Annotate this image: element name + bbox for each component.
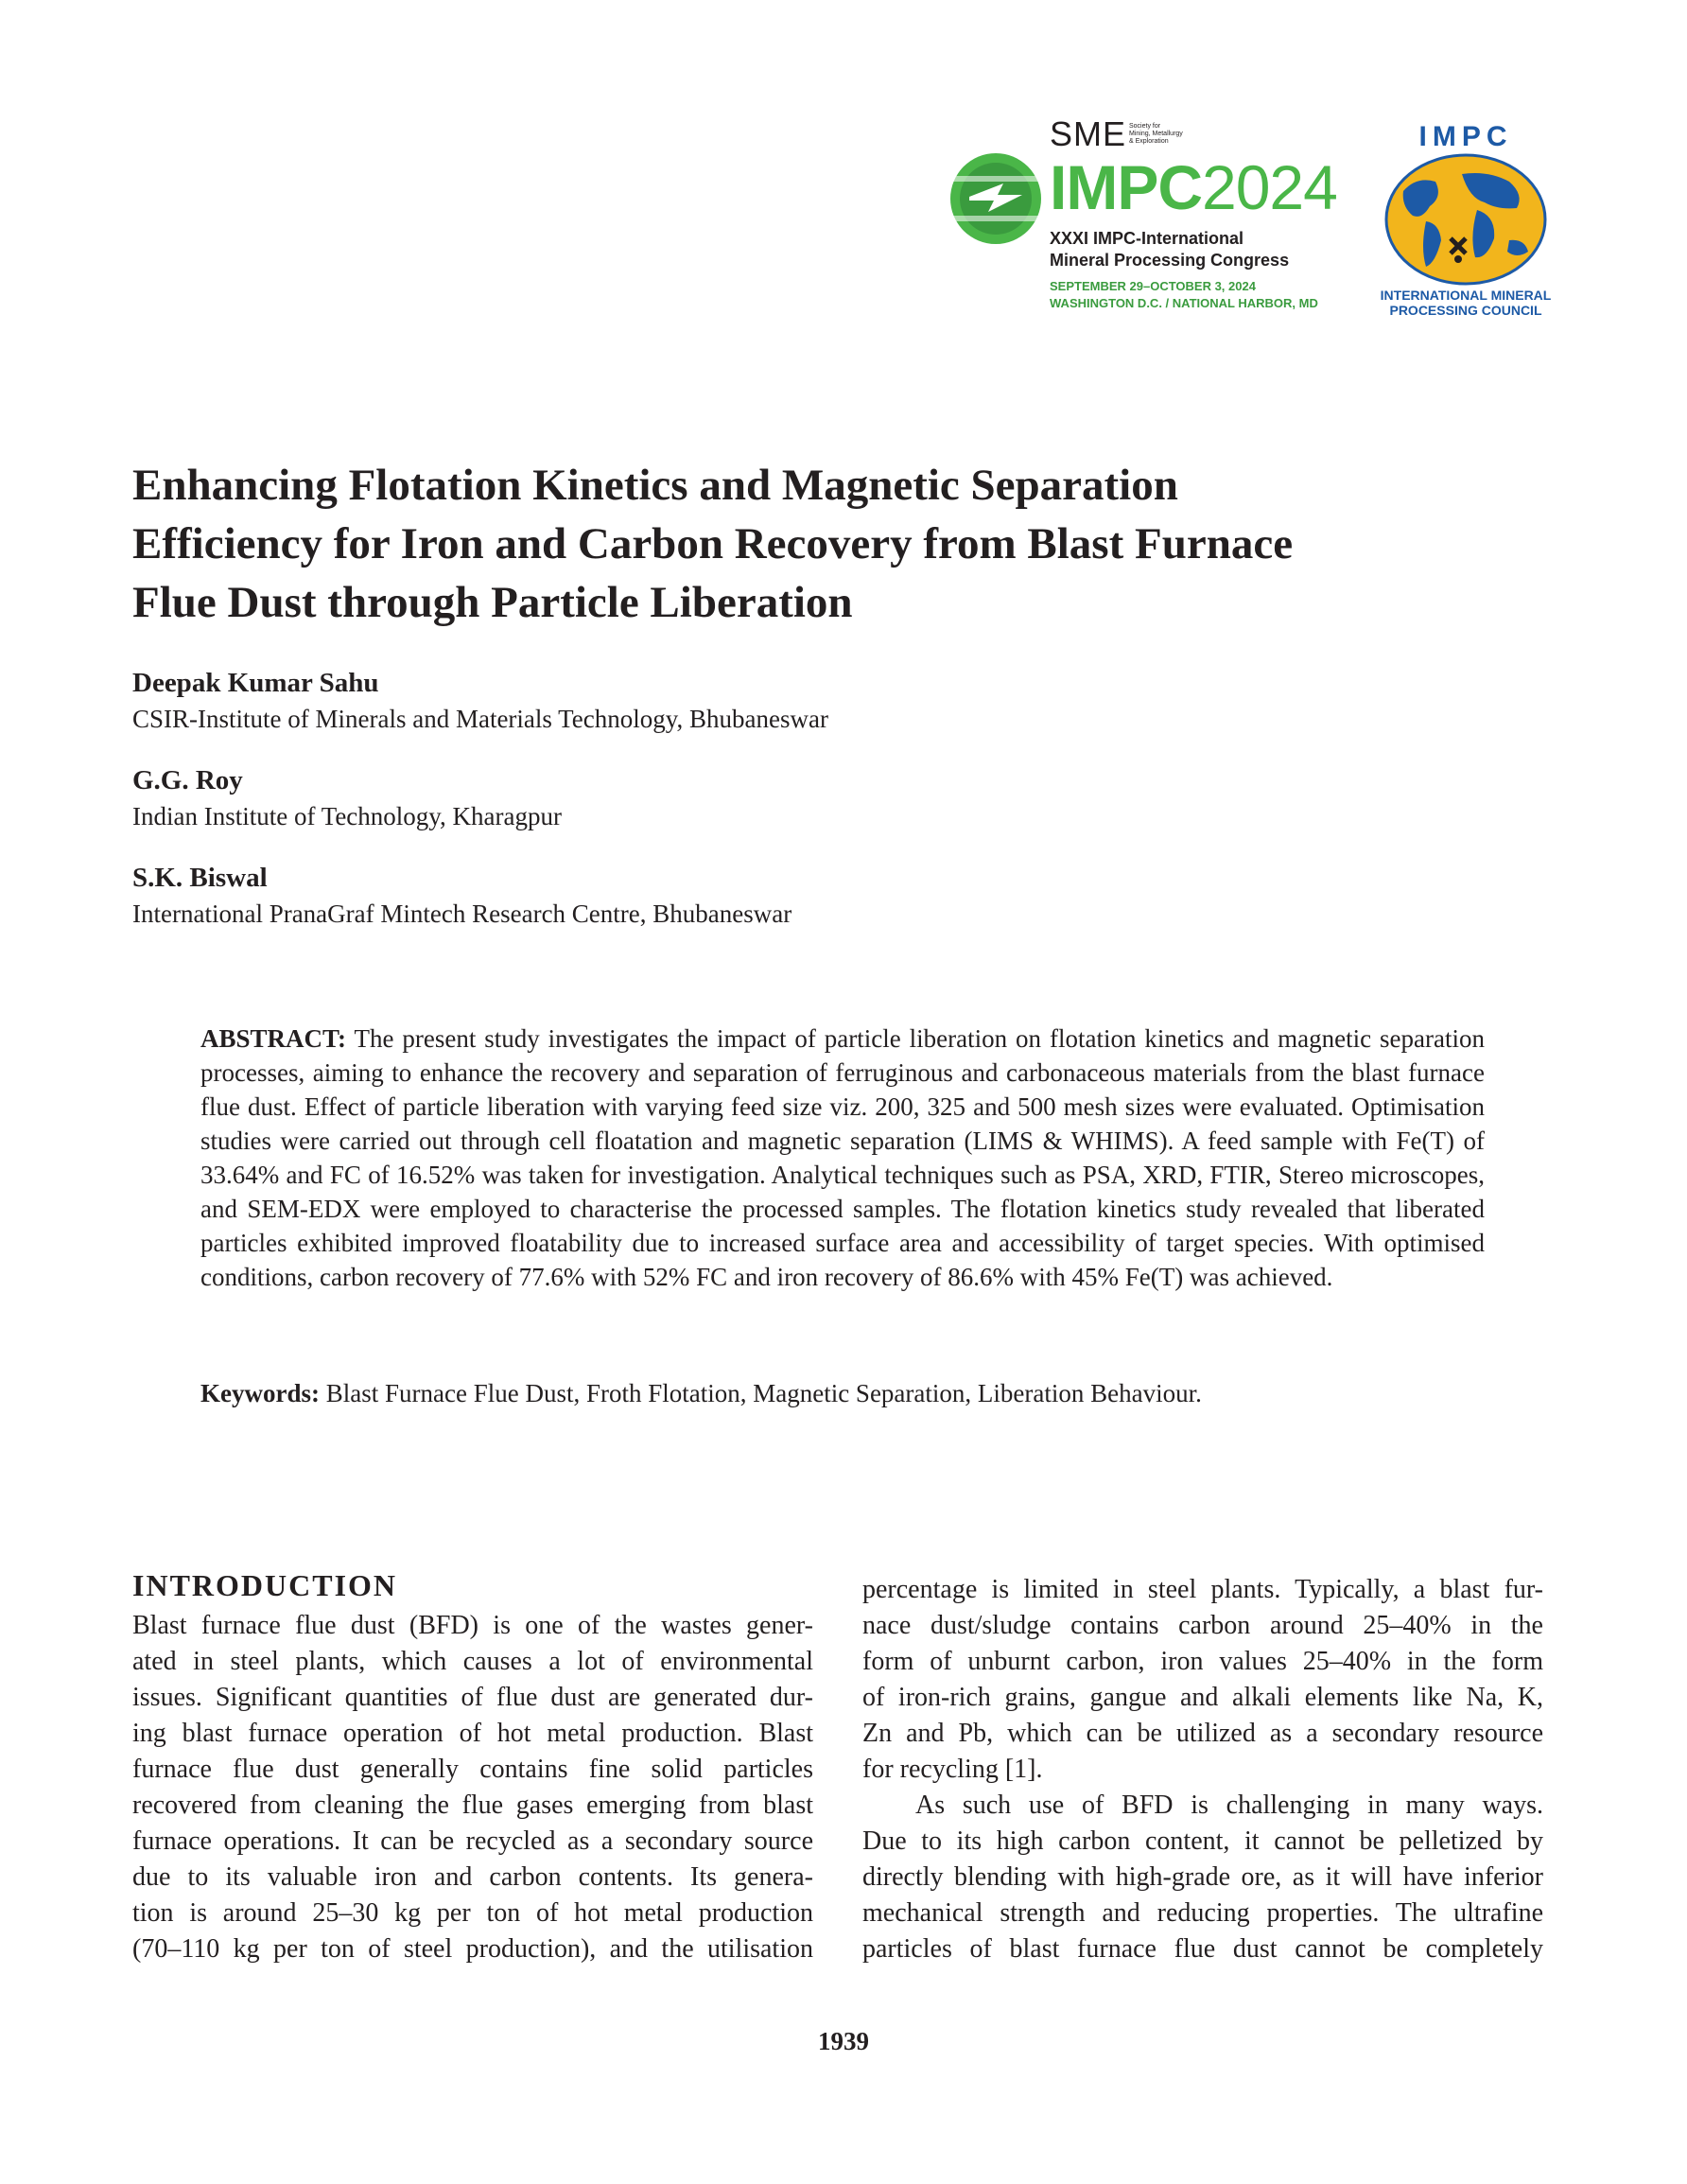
keywords (200, 1376, 1485, 1410)
sme-subtitle-line: Mining, Metallurgy (1129, 131, 1183, 137)
body-text-line: Due to its high carbon content, it cannot be pelletized by (862, 1826, 1543, 1856)
sme-subtitle-line: Society for (1129, 123, 1161, 130)
body-text-line: percentage is limited in steel plants. Typically, a blast fur- (862, 1575, 1543, 1604)
globe-icon (1384, 153, 1547, 286)
body-text-line: Blast furnace flue dust (BFD) is one of the wastes gener- (132, 1611, 813, 1640)
impc-wordmark-text: IMPC (1050, 152, 1202, 222)
body-text-line: tion is around 25–30 kg per ton of hot metal production (132, 1898, 813, 1928)
section-heading: INTRODUCTION (132, 1568, 398, 1602)
council-logo (1362, 121, 1570, 320)
congress-name-line: Mineral Processing Congress (1050, 251, 1290, 270)
body-text-line: directly blending with high-grade ore, as it will have inferior (862, 1862, 1543, 1892)
body-text-line: due to its valuable iron and carbon contents. Its genera- (132, 1862, 813, 1892)
body-text-line: issues. Significant quantities of flue dust are generated dur- (132, 1683, 813, 1712)
page-number: 1939 (818, 2027, 869, 2055)
author-name: Deepak Kumar Sahu (132, 668, 379, 698)
body-text-line: Zn and Pb, which can be utilized as a secondary resource (862, 1719, 1543, 1748)
sme-subtitle-line: & Exploration (1129, 138, 1169, 145)
paper-title (132, 456, 1381, 632)
body-text-line: of iron-rich grains, gangue and alkali elements like Na, K, (862, 1683, 1543, 1712)
sme-logo-text: SME (1050, 114, 1127, 153)
keywords-label: Keywords: (200, 1379, 320, 1407)
body-text-line: furnace operations. It can be recycled as a secondary source (132, 1826, 813, 1856)
body-text-line: for recycling [1]. (862, 1755, 1043, 1784)
body-text-line: ing blast furnace operation of hot metal production. Blast (132, 1719, 813, 1748)
author-name: G.G. Roy (132, 765, 243, 795)
congress-dates: SEPTEMBER 29–OCTOBER 3, 2024 (1050, 279, 1256, 293)
body-text-line: particles of blast furnace flue dust cannot be completely (862, 1934, 1543, 1964)
sme-subtitle (1129, 123, 1214, 146)
keywords-text: Blast Furnace Flue Dust, Froth Flotation, Magnetic Separation, Liberation Behaviour. (325, 1379, 1202, 1407)
body-column-left (132, 1608, 813, 1967)
body-text-line: As such use of BFD is challenging in many ways. (915, 1791, 1543, 1820)
body-text-line: (70–110 kg per ton of steel production), and the utilisation (132, 1934, 813, 1964)
author-affiliation: Indian Institute of Technology, Kharagpur (132, 802, 562, 830)
council-name-line: INTERNATIONAL MINERAL (1380, 288, 1552, 303)
body-text-line: mechanical strength and reducing properties. The ultrafine (862, 1898, 1543, 1928)
sme-logo (1050, 114, 1210, 153)
body-text-line: form of unburnt carbon, iron values 25–40% in the form (862, 1647, 1543, 1676)
author-name: S.K. Biswal (132, 863, 268, 893)
title-line: Efficiency for Iron and Carbon Recovery from Blast Furnace (132, 519, 1294, 568)
body-text-line: nace dust/sludge contains carbon around 25–40% in the (862, 1611, 1543, 1640)
author-affiliation: CSIR-Institute of Minerals and Materials Technology, Bhubaneswar (132, 705, 828, 733)
impc-congress-emblem-icon (948, 151, 1043, 246)
title-line: Flue Dust through Particle Liberation (132, 578, 853, 627)
impc-year-text: 2024 (1202, 152, 1337, 222)
abstract-label: ABSTRACT: (200, 1024, 347, 1053)
body-text-line: furnace flue dust generally contains fine solid particles (132, 1755, 813, 1784)
impc-2024-wordmark (1050, 153, 1337, 221)
author-affiliation: International PranaGraf Mintech Research Centre, Bhubaneswar (132, 900, 792, 928)
body-column-right (862, 1572, 1543, 1967)
body-text-line: recovered from cleaning the flue gases emerging from blast (132, 1791, 813, 1820)
congress-location: WASHINGTON D.C. / NATIONAL HARBOR, MD (1050, 296, 1318, 310)
council-logo-title: IMPC (1418, 121, 1513, 152)
abstract (200, 1022, 1485, 1294)
abstract-text: The present study investigates the impact of particle liberation on flotation kinetics and magnetic separation processes, aiming to enhance the recovery and separation of ferruginous and carbonaceous materials from the blast furnace flue dust. Effect of particle liberation with varying feed size viz. 200, 325 and 500 mesh sizes were evaluated. Optimisation studies were carried out through cell floatation and magnetic separation (LIMS & WHIMS). A feed sample with Fe(T) of 33.64% and FC of 16.52% was taken for investigation. Analytical techniques such as PSA, XRD, FTIR, Stereo microscopes, and SEM-EDX were employed to characterise the processed samples. The flotation kinetics study revealed that liberated particles exhibited improved floatability due to increased surface area and accessibility of target species. With optimised conditions, carbon recovery of 77.6% with 52% FC and iron recovery of 86.6% with 45% Fe(T) was achieved. (200, 1024, 1486, 1291)
title-line: Enhancing Flotation Kinetics and Magnetic Separation (132, 461, 1178, 510)
council-name-line: PROCESSING COUNCIL (1389, 303, 1542, 318)
congress-name-line: XXXI IMPC-International (1050, 229, 1244, 248)
body-text-line: ated in steel plants, which causes a lot of environmental (132, 1647, 813, 1676)
